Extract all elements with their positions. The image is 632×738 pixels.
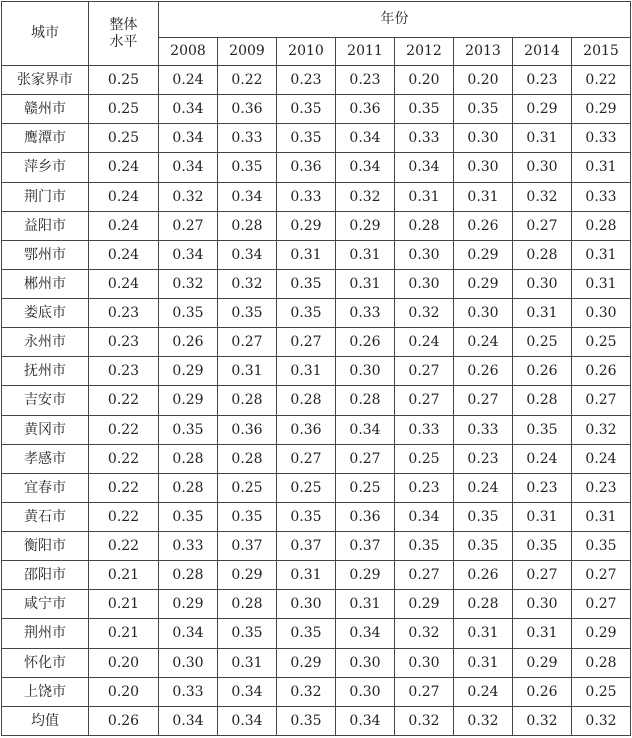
year-value-cell: 0.32 (395, 706, 454, 735)
year-value-cell: 0.30 (395, 648, 454, 677)
year-value-cell: 0.37 (218, 532, 277, 561)
table-row (2, 66, 631, 95)
city-cell: 抚州市 (2, 357, 89, 386)
overall-cell: 0.25 (89, 66, 159, 95)
year-value-cell: 0.25 (218, 473, 277, 502)
year-value-cell: 0.28 (277, 386, 336, 415)
city-cell: 荆州市 (2, 619, 89, 648)
year-value-cell: 0.33 (159, 532, 218, 561)
year-value-cell: 0.33 (159, 677, 218, 706)
city-cell: 吉安市 (2, 386, 89, 415)
year-value-cell: 0.28 (513, 386, 572, 415)
year-value-cell: 0.31 (277, 240, 336, 269)
header-year: 2015 (572, 38, 631, 66)
year-value-cell: 0.28 (159, 561, 218, 590)
year-value-cell: 0.35 (395, 532, 454, 561)
year-value-cell: 0.29 (159, 590, 218, 619)
year-value-cell: 0.31 (454, 648, 513, 677)
year-value-cell: 0.35 (277, 269, 336, 298)
year-value-cell: 0.26 (572, 357, 631, 386)
mean-row (2, 706, 631, 735)
city-cell: 永州市 (2, 328, 89, 357)
year-value-cell: 0.27 (218, 328, 277, 357)
year-value-cell: 0.28 (454, 590, 513, 619)
city-cell: 鹰潭市 (2, 124, 89, 153)
year-value-cell: 0.31 (513, 502, 572, 531)
year-value-cell: 0.24 (513, 444, 572, 473)
year-value-cell: 0.24 (395, 328, 454, 357)
overall-cell: 0.26 (89, 706, 159, 735)
city-cell: 张家界市 (2, 66, 89, 95)
city-cell: 赣州市 (2, 95, 89, 124)
year-value-cell: 0.35 (395, 95, 454, 124)
year-value-cell: 0.27 (395, 677, 454, 706)
year-value-cell: 0.28 (218, 386, 277, 415)
year-value-cell: 0.37 (336, 532, 395, 561)
overall-cell: 0.25 (89, 124, 159, 153)
year-value-cell: 0.28 (572, 211, 631, 240)
year-value-cell: 0.34 (336, 124, 395, 153)
city-cell: 黄石市 (2, 502, 89, 531)
year-value-cell: 0.35 (513, 532, 572, 561)
year-value-cell: 0.29 (454, 269, 513, 298)
year-value-cell: 0.35 (218, 153, 277, 182)
table-row (2, 619, 631, 648)
year-value-cell: 0.30 (395, 240, 454, 269)
year-value-cell: 0.34 (395, 153, 454, 182)
overall-cell: 0.22 (89, 473, 159, 502)
overall-cell: 0.22 (89, 444, 159, 473)
year-value-cell: 0.31 (513, 299, 572, 328)
overall-cell: 0.22 (89, 502, 159, 531)
year-value-cell: 0.28 (336, 386, 395, 415)
year-value-cell: 0.27 (395, 357, 454, 386)
year-value-cell: 0.35 (513, 415, 572, 444)
year-value-cell: 0.27 (336, 444, 395, 473)
year-value-cell: 0.31 (454, 182, 513, 211)
header-city: 城市 (2, 2, 89, 66)
year-value-cell: 0.36 (336, 502, 395, 531)
year-value-cell: 0.31 (513, 619, 572, 648)
year-value-cell: 0.30 (159, 648, 218, 677)
year-value-cell: 0.31 (572, 269, 631, 298)
year-value-cell: 0.29 (336, 561, 395, 590)
year-value-cell: 0.32 (454, 706, 513, 735)
year-value-cell: 0.33 (218, 124, 277, 153)
table-row (2, 590, 631, 619)
year-value-cell: 0.29 (277, 211, 336, 240)
year-value-cell: 0.31 (277, 357, 336, 386)
year-value-cell: 0.36 (218, 95, 277, 124)
year-value-cell: 0.37 (277, 532, 336, 561)
year-value-cell: 0.35 (277, 502, 336, 531)
year-value-cell: 0.23 (336, 66, 395, 95)
year-value-cell: 0.32 (395, 619, 454, 648)
year-value-cell: 0.26 (336, 328, 395, 357)
year-value-cell: 0.30 (572, 299, 631, 328)
year-value-cell: 0.23 (572, 473, 631, 502)
year-value-cell: 0.32 (336, 182, 395, 211)
year-value-cell: 0.26 (513, 677, 572, 706)
year-value-cell: 0.27 (572, 590, 631, 619)
year-value-cell: 0.27 (572, 386, 631, 415)
year-value-cell: 0.25 (513, 328, 572, 357)
header-year: 2013 (454, 38, 513, 66)
year-value-cell: 0.35 (572, 532, 631, 561)
year-value-cell: 0.33 (454, 415, 513, 444)
table-row (2, 269, 631, 298)
year-value-cell: 0.36 (336, 95, 395, 124)
year-value-cell: 0.33 (395, 415, 454, 444)
city-cell: 鄂州市 (2, 240, 89, 269)
year-value-cell: 0.28 (218, 211, 277, 240)
year-value-cell: 0.23 (395, 473, 454, 502)
overall-cell: 0.24 (89, 211, 159, 240)
table-row (2, 677, 631, 706)
year-value-cell: 0.31 (336, 590, 395, 619)
year-value-cell: 0.30 (277, 590, 336, 619)
overall-cell: 0.24 (89, 240, 159, 269)
year-value-cell: 0.30 (513, 153, 572, 182)
year-value-cell: 0.36 (277, 153, 336, 182)
year-value-cell: 0.35 (218, 299, 277, 328)
year-value-cell: 0.35 (454, 532, 513, 561)
city-cell: 郴州市 (2, 269, 89, 298)
header-year: 2008 (159, 38, 218, 66)
year-value-cell: 0.26 (513, 357, 572, 386)
year-value-cell: 0.24 (454, 677, 513, 706)
year-value-cell: 0.25 (277, 473, 336, 502)
year-value-cell: 0.30 (513, 590, 572, 619)
city-cell: 宜春市 (2, 473, 89, 502)
year-value-cell: 0.30 (513, 269, 572, 298)
table-row (2, 240, 631, 269)
year-value-cell: 0.31 (395, 182, 454, 211)
overall-cell: 0.24 (89, 153, 159, 182)
year-value-cell: 0.26 (159, 328, 218, 357)
overall-cell: 0.24 (89, 182, 159, 211)
year-value-cell: 0.25 (572, 328, 631, 357)
year-value-cell: 0.31 (218, 357, 277, 386)
year-value-cell: 0.27 (513, 211, 572, 240)
year-value-cell: 0.36 (277, 415, 336, 444)
year-value-cell: 0.33 (277, 182, 336, 211)
year-value-cell: 0.35 (277, 124, 336, 153)
year-value-cell: 0.29 (513, 648, 572, 677)
header-year-group: 年份 (159, 2, 631, 38)
city-cell: 衡阳市 (2, 532, 89, 561)
year-value-cell: 0.32 (572, 706, 631, 735)
year-value-cell: 0.22 (218, 66, 277, 95)
overall-cell: 0.21 (89, 619, 159, 648)
city-cell: 黄冈市 (2, 415, 89, 444)
city-cell: 萍乡市 (2, 153, 89, 182)
table-row (2, 328, 631, 357)
year-value-cell: 0.34 (159, 240, 218, 269)
year-value-cell: 0.33 (395, 124, 454, 153)
year-value-cell: 0.26 (454, 211, 513, 240)
header-year: 2012 (395, 38, 454, 66)
table-row (2, 532, 631, 561)
city-cell: 均值 (2, 706, 89, 735)
year-value-cell: 0.27 (395, 386, 454, 415)
year-value-cell: 0.34 (336, 706, 395, 735)
year-value-cell: 0.22 (572, 66, 631, 95)
year-value-cell: 0.32 (159, 269, 218, 298)
year-value-cell: 0.28 (159, 444, 218, 473)
year-value-cell: 0.30 (454, 124, 513, 153)
year-value-cell: 0.24 (572, 444, 631, 473)
table-row (2, 415, 631, 444)
year-value-cell: 0.27 (395, 561, 454, 590)
year-value-cell: 0.24 (454, 473, 513, 502)
overall-cell: 0.24 (89, 269, 159, 298)
year-value-cell: 0.33 (572, 182, 631, 211)
city-cell: 怀化市 (2, 648, 89, 677)
year-value-cell: 0.34 (395, 502, 454, 531)
year-value-cell: 0.34 (159, 706, 218, 735)
year-value-cell: 0.27 (513, 561, 572, 590)
year-value-cell: 0.25 (336, 473, 395, 502)
year-value-cell: 0.28 (218, 590, 277, 619)
year-value-cell: 0.29 (513, 95, 572, 124)
year-value-cell: 0.31 (218, 648, 277, 677)
overall-cell: 0.25 (89, 95, 159, 124)
year-value-cell: 0.20 (395, 66, 454, 95)
year-value-cell: 0.31 (513, 124, 572, 153)
year-value-cell: 0.31 (572, 240, 631, 269)
year-value-cell: 0.28 (513, 240, 572, 269)
table-row (2, 153, 631, 182)
city-cell: 邵阳市 (2, 561, 89, 590)
year-value-cell: 0.32 (572, 415, 631, 444)
year-value-cell: 0.32 (513, 182, 572, 211)
year-value-cell: 0.33 (572, 124, 631, 153)
year-value-cell: 0.30 (454, 153, 513, 182)
table-row (2, 357, 631, 386)
year-value-cell: 0.30 (454, 299, 513, 328)
overall-cell: 0.20 (89, 648, 159, 677)
year-value-cell: 0.35 (218, 619, 277, 648)
year-value-cell: 0.25 (572, 677, 631, 706)
year-value-cell: 0.34 (159, 95, 218, 124)
table-row (2, 182, 631, 211)
year-value-cell: 0.32 (395, 299, 454, 328)
year-value-cell: 0.28 (218, 444, 277, 473)
table-row (2, 299, 631, 328)
data-table (1, 1, 631, 736)
year-value-cell: 0.34 (218, 182, 277, 211)
table-row (2, 502, 631, 531)
header-year: 2010 (277, 38, 336, 66)
table-row (2, 211, 631, 240)
overall-cell: 0.23 (89, 299, 159, 328)
year-value-cell: 0.32 (218, 269, 277, 298)
year-value-cell: 0.29 (395, 590, 454, 619)
year-value-cell: 0.31 (454, 619, 513, 648)
year-value-cell: 0.35 (277, 299, 336, 328)
year-value-cell: 0.29 (159, 386, 218, 415)
year-value-cell: 0.31 (277, 561, 336, 590)
year-value-cell: 0.27 (277, 328, 336, 357)
overall-cell: 0.21 (89, 590, 159, 619)
city-cell: 上饶市 (2, 677, 89, 706)
year-value-cell: 0.26 (454, 561, 513, 590)
year-value-cell: 0.27 (159, 211, 218, 240)
city-cell: 荆门市 (2, 182, 89, 211)
overall-cell: 0.22 (89, 415, 159, 444)
year-value-cell: 0.33 (336, 299, 395, 328)
year-value-cell: 0.23 (513, 66, 572, 95)
city-cell: 孝感市 (2, 444, 89, 473)
table-row (2, 561, 631, 590)
table-row (2, 124, 631, 153)
year-value-cell: 0.30 (336, 648, 395, 677)
year-value-cell: 0.36 (218, 415, 277, 444)
city-cell: 娄底市 (2, 299, 89, 328)
year-value-cell: 0.31 (572, 153, 631, 182)
year-value-cell: 0.35 (277, 619, 336, 648)
table-row (2, 386, 631, 415)
year-value-cell: 0.35 (277, 95, 336, 124)
year-value-cell: 0.34 (159, 153, 218, 182)
year-value-cell: 0.34 (336, 619, 395, 648)
year-value-cell: 0.31 (572, 502, 631, 531)
header-year: 2009 (218, 38, 277, 66)
year-value-cell: 0.34 (159, 124, 218, 153)
year-value-cell: 0.32 (277, 677, 336, 706)
city-cell: 咸宁市 (2, 590, 89, 619)
overall-cell: 0.22 (89, 532, 159, 561)
year-value-cell: 0.28 (395, 211, 454, 240)
year-value-cell: 0.23 (277, 66, 336, 95)
year-value-cell: 0.32 (159, 182, 218, 211)
year-value-cell: 0.28 (159, 473, 218, 502)
year-value-cell: 0.27 (572, 561, 631, 590)
year-value-cell: 0.29 (572, 619, 631, 648)
year-value-cell: 0.23 (454, 444, 513, 473)
year-value-cell: 0.26 (454, 357, 513, 386)
year-value-cell: 0.34 (336, 153, 395, 182)
year-value-cell: 0.31 (336, 240, 395, 269)
year-value-cell: 0.27 (277, 444, 336, 473)
year-value-cell: 0.29 (454, 240, 513, 269)
year-value-cell: 0.35 (159, 299, 218, 328)
city-cell: 益阳市 (2, 211, 89, 240)
year-value-cell: 0.24 (159, 66, 218, 95)
overall-cell: 0.22 (89, 386, 159, 415)
year-value-cell: 0.30 (336, 357, 395, 386)
year-value-cell: 0.34 (218, 706, 277, 735)
year-value-cell: 0.35 (454, 95, 513, 124)
table-row (2, 444, 631, 473)
overall-cell: 0.23 (89, 328, 159, 357)
header-overall: 整体水平 (89, 2, 159, 66)
year-value-cell: 0.35 (218, 502, 277, 531)
year-value-cell: 0.29 (277, 648, 336, 677)
year-value-cell: 0.29 (336, 211, 395, 240)
year-value-cell: 0.34 (336, 415, 395, 444)
year-value-cell: 0.35 (277, 706, 336, 735)
year-value-cell: 0.31 (336, 269, 395, 298)
year-value-cell: 0.28 (572, 648, 631, 677)
year-value-cell: 0.29 (572, 95, 631, 124)
table-body (2, 66, 631, 736)
year-value-cell: 0.20 (454, 66, 513, 95)
year-value-cell: 0.25 (395, 444, 454, 473)
header-year: 2011 (336, 38, 395, 66)
overall-cell: 0.20 (89, 677, 159, 706)
year-value-cell: 0.34 (218, 677, 277, 706)
year-value-cell: 0.23 (513, 473, 572, 502)
year-value-cell: 0.34 (218, 240, 277, 269)
year-value-cell: 0.34 (159, 619, 218, 648)
year-value-cell: 0.30 (395, 269, 454, 298)
year-value-cell: 0.35 (159, 502, 218, 531)
year-value-cell: 0.29 (218, 561, 277, 590)
year-value-cell: 0.29 (159, 357, 218, 386)
header-year: 2014 (513, 38, 572, 66)
year-value-cell: 0.35 (159, 415, 218, 444)
year-value-cell: 0.30 (336, 677, 395, 706)
table-row (2, 648, 631, 677)
year-value-cell: 0.32 (513, 706, 572, 735)
year-value-cell: 0.27 (454, 386, 513, 415)
table-row (2, 473, 631, 502)
year-value-cell: 0.24 (454, 328, 513, 357)
overall-cell: 0.23 (89, 357, 159, 386)
year-value-cell: 0.35 (454, 502, 513, 531)
overall-cell: 0.21 (89, 561, 159, 590)
table-row (2, 95, 631, 124)
